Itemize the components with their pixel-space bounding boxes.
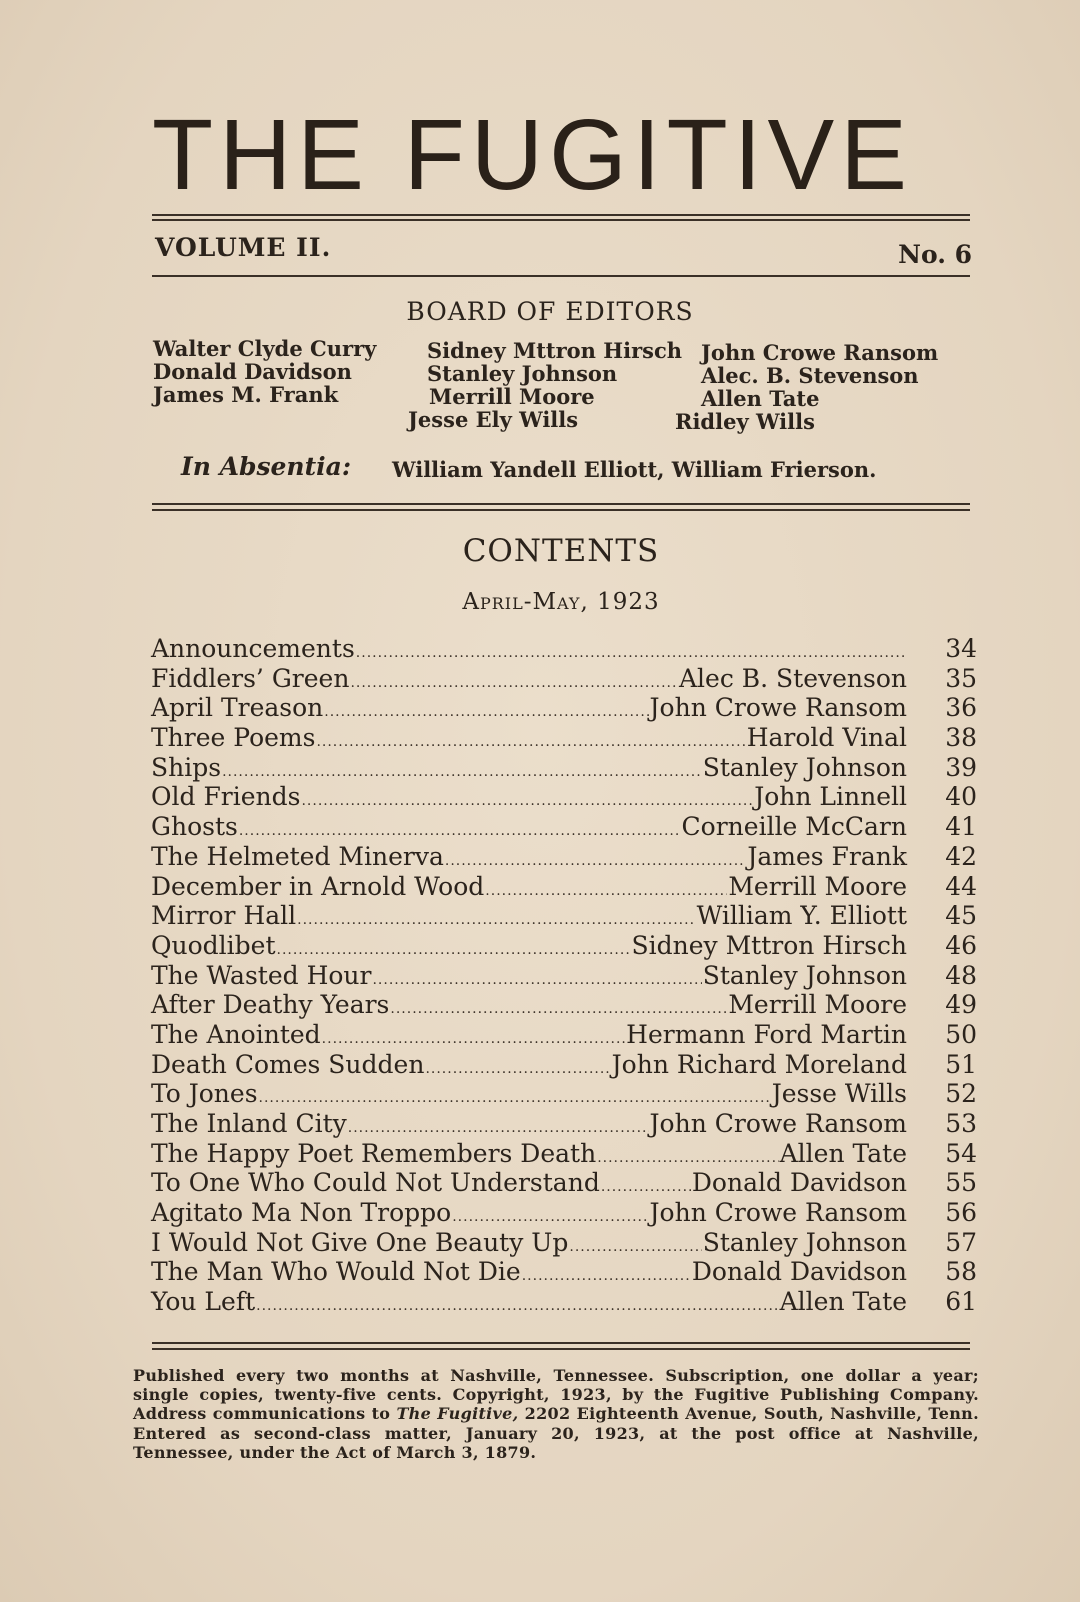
toc-entry-author: Merrill Moore: [728, 871, 907, 901]
issue-number: No. 6: [898, 240, 972, 269]
toc-entry-page: 36: [945, 693, 977, 723]
editor-name: Ridley Wills: [675, 409, 815, 434]
volume-label: VOLUME II.: [155, 233, 332, 262]
in-absentia-label: In Absentia:: [181, 452, 352, 481]
editor-name: Donald Davidson: [153, 359, 352, 384]
contents-title: CONTENTS: [462, 533, 660, 569]
toc-entry-page: 49: [945, 990, 977, 1020]
editor-name: Sidney Mttron Hirsch: [427, 338, 683, 363]
toc-leader-dots: [316, 734, 745, 750]
toc-leader-dots: [259, 1090, 771, 1106]
toc-entry-author: Stanley Johnson: [702, 960, 907, 990]
toc-entry-page: 50: [945, 1019, 977, 1049]
toc-entry-author: John Richard Moreland: [611, 1049, 907, 1079]
toc-entry-page: 55: [945, 1168, 977, 1198]
toc-entry: [151, 1228, 977, 1258]
toc-entry-page: 45: [945, 901, 977, 931]
toc-leader-dots: [322, 1031, 625, 1047]
toc-leader-dots: [372, 972, 701, 988]
toc-entry-title: December in Arnold Wood: [151, 871, 485, 901]
editor-name: Jesse Ely Wills: [408, 407, 579, 432]
toc-entry-page: 54: [945, 1138, 977, 1168]
toc-entry: [151, 1139, 977, 1169]
footer-rule-top: [152, 1342, 970, 1344]
toc-entry-title: Three Poems: [151, 723, 316, 753]
toc-leader-dots: [485, 883, 727, 899]
toc-leader-dots: [348, 1120, 649, 1136]
toc-entry-title: Fiddlers’ Green: [151, 663, 350, 693]
toc-entry-title: Ships: [151, 752, 222, 782]
toc-entry: [151, 1109, 977, 1139]
toc-entry-page: 56: [945, 1198, 977, 1228]
toc-entry-page: 51: [945, 1049, 977, 1079]
toc-entry-author: Sidney Mttron Hirsch: [631, 930, 907, 960]
toc-entry: [151, 931, 977, 961]
toc-entry-author: Donald Davidson: [691, 1257, 907, 1287]
toc-entry-title: Ghosts: [151, 812, 238, 842]
toc-entry-author: John Linnell: [754, 782, 907, 812]
board-title: BOARD OF EDITORS: [406, 297, 694, 326]
toc-entry-author: Allen Tate: [779, 1138, 907, 1168]
toc-entry-page: 48: [945, 960, 977, 990]
toc-leader-dots: [522, 1268, 691, 1284]
toc-leader-dots: [445, 853, 746, 869]
toc-entry-page: 34: [945, 634, 977, 663]
toc-leader-dots: [390, 1001, 727, 1017]
table-of-contents: [151, 634, 977, 1317]
toc-entry: [151, 753, 977, 783]
toc-entry-title: The Wasted Hour: [151, 960, 372, 990]
toc-entry-author: John Crowe Ransom: [649, 1198, 907, 1228]
editor-name: John Crowe Ransom: [701, 340, 939, 365]
toc-entry-author: Alec B. Stevenson: [678, 663, 907, 693]
toc-entry-author: William Y. Elliott: [696, 901, 907, 931]
toc-entry: [151, 1050, 977, 1080]
toc-entry-page: 38: [945, 723, 977, 753]
toc-entry-title: I Would Not Give One Beauty Up: [151, 1227, 569, 1257]
toc-entry-title: April Treason: [151, 693, 324, 723]
toc-entry-page: 46: [945, 930, 977, 960]
toc-entry: [151, 990, 977, 1020]
toc-entry-page: 44: [945, 871, 977, 901]
toc-entry: [151, 693, 977, 723]
notice-magazine-title: The Fugitive,: [396, 1404, 519, 1424]
toc-entry-page: 57: [945, 1227, 977, 1257]
editor-name: Stanley Johnson: [427, 361, 618, 386]
toc-entry-author: Harold Vinal: [746, 723, 907, 753]
publication-notice: [133, 1366, 979, 1462]
toc-leader-dots: [256, 1298, 778, 1314]
editor-name: Walter Clyde Curry: [153, 336, 377, 361]
toc-entry-author: Stanley Johnson: [702, 752, 907, 782]
toc-entry-page: 39: [945, 752, 977, 782]
toc-entry: [151, 1168, 977, 1198]
masthead-rule-thick: [152, 219, 970, 221]
toc-entry-author: Allen Tate: [779, 1287, 907, 1317]
footer-rule-bottom: [152, 1348, 970, 1350]
toc-entry-title: Quodlibet: [151, 930, 276, 960]
toc-entry: [151, 634, 977, 664]
toc-entry-title: Agitato Ma Non Troppo: [151, 1198, 452, 1228]
toc-entry-title: Mirror Hall: [151, 901, 297, 931]
notice-text: 2202 Eighteenth Avenue, South, Nashville, Tenn. Entered as second-class matter, January 20, 1923, at the post office at Nashville, Tennessee, under the Act of March 3, 1879.: [133, 1404, 979, 1462]
toc-entry-author: John Crowe Ransom: [649, 693, 907, 723]
toc-leader-dots: [350, 675, 678, 691]
toc-entry-title: The Man Who Would Not Die: [151, 1257, 521, 1287]
toc-entry-title: Death Comes Sudden: [151, 1049, 425, 1079]
editor-name: Allen Tate: [701, 386, 820, 411]
toc-entry: [151, 961, 977, 991]
toc-entry-author: James Frank: [747, 841, 907, 871]
toc-entry-page: 52: [945, 1079, 977, 1109]
toc-entry-page: 58: [945, 1257, 977, 1287]
toc-leader-dots: [239, 823, 681, 839]
masthead-title: THE FUGITIVE: [152, 99, 913, 211]
toc-entry-page: 35: [945, 663, 977, 693]
toc-entry-author: Stanley Johnson: [702, 1227, 907, 1257]
toc-entry: [151, 901, 977, 931]
toc-entry-author: Jesse Wills: [771, 1079, 907, 1109]
toc-entry: [151, 723, 977, 753]
toc-entry-title: To Jones: [151, 1079, 258, 1109]
toc-entry-author: Hermann Ford Martin: [626, 1019, 907, 1049]
header-divider: [152, 275, 970, 277]
toc-entry-page: 40: [945, 782, 977, 812]
toc-entry-author: John Crowe Ransom: [649, 1109, 907, 1138]
toc-leader-dots: [452, 1209, 648, 1225]
toc-entry-title: The Anointed: [151, 1019, 321, 1049]
toc-leader-dots: [597, 1150, 778, 1166]
toc-entry-page: 41: [945, 812, 977, 842]
toc-entry: [151, 1287, 977, 1317]
board-rule-top: [152, 503, 970, 505]
board-rule-bottom: [152, 509, 970, 511]
editor-name: Merrill Moore: [429, 384, 595, 409]
toc-leader-dots: [297, 912, 695, 928]
editor-name: James M. Frank: [153, 382, 339, 407]
toc-entry-title: Old Friends: [151, 782, 301, 812]
toc-entry: [151, 1079, 977, 1109]
toc-entry: [151, 872, 977, 902]
editor-name: Alec. B. Stevenson: [701, 363, 919, 388]
toc-entry-author: Corneille McCarn: [681, 812, 907, 842]
toc-entry: [151, 664, 977, 694]
in-absentia-names: William Yandell Elliott, William Frierson.: [392, 457, 877, 482]
toc-leader-dots: [277, 942, 631, 958]
notice-text: Published every two months at Nashville, Tennessee. Subscription, one dollar a year; single copies, twenty-five cents. Copyright, 1923, by the Fugitive Publishing Company. Address communications to: [133, 1366, 979, 1424]
toc-leader-dots: [356, 645, 906, 661]
toc-entry: [151, 1020, 977, 1050]
toc-entry: [151, 842, 977, 872]
toc-entry: [151, 812, 977, 842]
toc-leader-dots: [425, 1061, 610, 1077]
issue-date: April-May, 1923: [462, 589, 660, 615]
masthead-rule-thin: [152, 214, 970, 216]
toc-entry-title: To One Who Could Not Understand: [151, 1168, 600, 1198]
toc-entry: [151, 1257, 977, 1287]
toc-entry-title: After Deathy Years: [151, 990, 390, 1020]
toc-leader-dots: [569, 1239, 701, 1255]
toc-entry-page: 61: [945, 1287, 977, 1317]
toc-leader-dots: [324, 704, 648, 720]
toc-entry-page: 42: [945, 841, 977, 871]
toc-entry: [151, 782, 977, 812]
toc-entry-author: Donald Davidson: [691, 1168, 907, 1198]
toc-entry-author: Merrill Moore: [728, 990, 907, 1020]
toc-leader-dots: [601, 1179, 691, 1195]
toc-leader-dots: [301, 793, 753, 809]
toc-leader-dots: [222, 764, 702, 780]
toc-entry-page: 53: [945, 1109, 977, 1138]
toc-entry-title: The Inland City: [151, 1109, 347, 1138]
toc-entry-title: The Helmeted Minerva: [151, 841, 444, 871]
toc-entry-title: Announcements: [151, 634, 355, 663]
toc-entry: [151, 1198, 977, 1228]
toc-entry-title: The Happy Poet Remembers Death: [151, 1138, 597, 1168]
toc-entry-title: You Left: [151, 1287, 256, 1317]
